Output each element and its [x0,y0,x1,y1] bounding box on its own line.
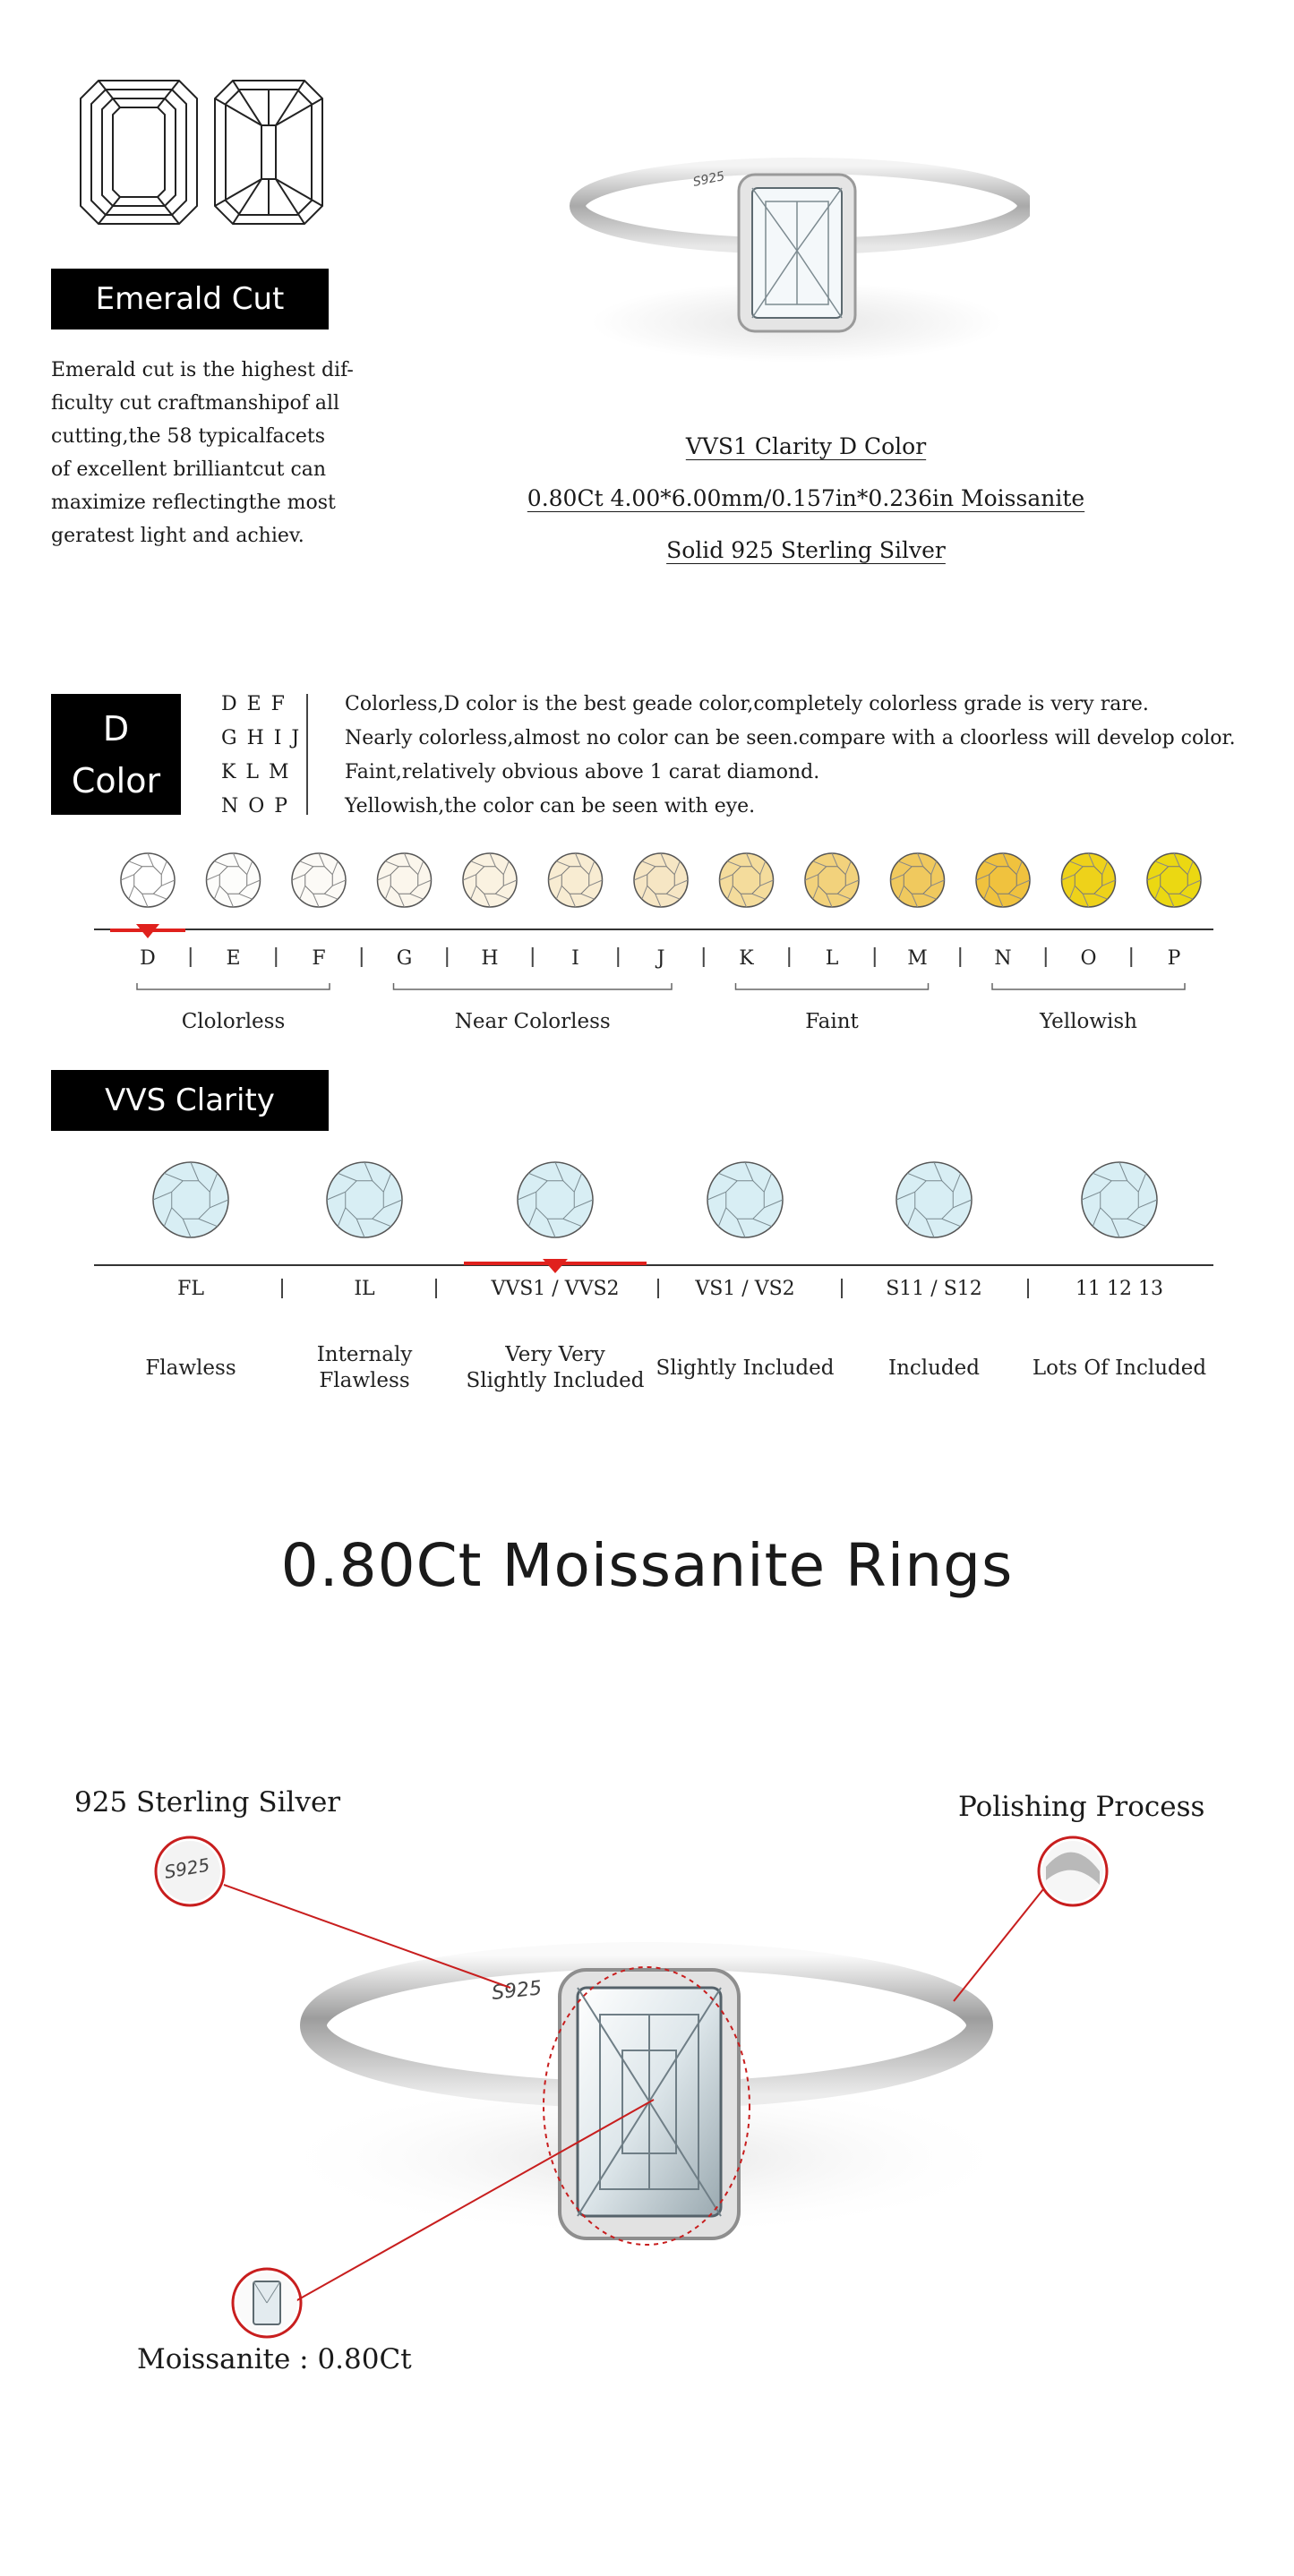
clarity-gem [327,1162,402,1237]
emerald-cut-description [51,354,356,552]
desc-line: maximize reflectingthe most [51,492,336,514]
spec-material: Solid 925 Sterling Silver [666,537,946,563]
d-color-badge [51,694,181,815]
clarity-description: Very Very [505,1343,605,1366]
color-gem-k [720,853,774,907]
clarity-grade: S11 / S12 [886,1278,982,1300]
color-grade-letters [221,688,311,824]
color-gem-m [891,853,945,907]
desc-line: ficulty cut craftmanshipof all [51,392,340,415]
clarity-description: Lots Of Included [1032,1356,1207,1380]
clarity-scale [0,1155,1294,1424]
clarity-grade: VVS1 / VVS2 [491,1278,620,1300]
group-bracket [394,983,673,989]
grade-letters-klm: K L M [221,761,291,783]
spec-size: 0.80Ct 4.00*6.00mm/0.157in*0.236in Moissanite [527,485,1085,511]
callout-silver: 925 Sterling Silver [74,1786,341,1819]
d-color-badge-letter: D [102,708,130,749]
grade-desc-klm: Faint,relatively obvious above 1 carat diamond. [345,761,820,783]
color-grade-letter: E [226,947,241,970]
desc-line: of excellent brilliantcut can [51,458,327,481]
emerald-cut-badge [51,269,329,329]
clarity-description: Internaly [316,1343,413,1366]
emerald-cut-label: Emerald Cut [95,281,285,317]
emerald-cut-diagram [72,76,331,228]
color-group-label: Near Colorless [454,1010,611,1033]
color-grade-letter: N [994,947,1012,970]
color-grade-letter: G [396,947,413,970]
color-gem-e [207,853,261,907]
clarity-grade: 11 12 13 [1075,1278,1163,1300]
inset-stone [236,2272,297,2333]
color-grade-letter: O [1080,947,1097,970]
color-gem-n [976,853,1030,907]
clarity-description: Flawless [319,1369,410,1392]
clarity-description: Slightly Included [466,1369,645,1392]
clarity-description: Included [887,1356,981,1380]
color-grade-letter: F [312,947,326,970]
color-grade-letter: M [907,947,928,970]
color-grade-letter: H [481,947,499,970]
vvs-clarity-badge [51,1070,329,1131]
clarity-grade: VS1 / VS2 [695,1278,795,1300]
clarity-gem [1082,1162,1157,1237]
clarity-grade: FL [177,1278,204,1300]
color-grade-letter: P [1167,947,1181,970]
d-color-badge-word: Color [71,760,161,800]
grade-divider [306,694,308,815]
spec-list [448,421,1164,577]
color-grade-letter: I [571,947,579,970]
desc-line: cutting,the 58 typicalfacets [51,425,326,448]
color-gem-o [1062,853,1116,907]
color-gem-l [805,853,859,907]
vvs-clarity-label: VVS Clarity [105,1083,275,1118]
color-grade-descriptions [345,688,1276,824]
ring-photo-small [564,143,1030,376]
color-scale [0,842,1294,1048]
grade-letters-def: D E F [221,693,287,715]
desc-line: geratest light and achiev. [51,525,304,547]
color-gem-g [378,853,432,907]
color-group-label: Faint [805,1010,859,1033]
grade-desc-ghij: Nearly colorless,almost no color can be seen.compare with a cloorless will develop color. [345,727,1236,749]
color-gem-d [121,853,175,907]
group-bracket [992,983,1185,989]
clarity-description: Slightly Included [656,1356,835,1380]
grade-letters-ghij: G H I J [221,727,302,749]
callout-moissanite: Moissanite : 0.80Ct [137,2343,412,2375]
inset-polish [1042,1841,1103,1902]
clarity-gem [896,1162,972,1237]
ring-stamp-large: S925 [491,1977,544,2005]
color-gem-p [1147,853,1201,907]
grade-desc-nop: Yellowish,the color can be seen with eye. [345,795,756,817]
grade-desc-def: Colorless,D color is the best geade color,completely colorless grade is very rare. [345,693,1149,715]
color-grade-letter: D [140,947,156,970]
inset-stamp: S925 [162,1853,211,1883]
callout-polishing: Polishing Process [958,1791,1205,1823]
color-group-label: Yellowish [1039,1010,1138,1033]
color-grade-letter: L [825,947,839,970]
group-bracket [137,983,330,989]
spec-clarity-color: VVS1 Clarity D Color [685,433,927,459]
clarity-gem [707,1162,783,1237]
ring-stamp-small: S925 [691,168,726,190]
color-gem-i [549,853,603,907]
color-grade-letter: J [656,947,665,970]
inset-s925 [159,1841,220,1902]
desc-line: Emerald cut is the highest dif- [51,359,354,381]
clarity-gem [153,1162,228,1237]
clarity-grade: IL [354,1278,375,1300]
color-gem-f [292,853,346,907]
product-title: 0.80Ct Moissanite Rings [280,1531,1014,1600]
color-group-label: Clolorless [181,1010,286,1033]
clarity-gem [518,1162,593,1237]
color-gem-h [463,853,517,907]
color-grade-letter: K [739,947,754,970]
color-gem-j [634,853,688,907]
clarity-description: Flawless [145,1356,236,1380]
grade-letters-nop: N O P [221,795,290,817]
group-bracket [736,983,929,989]
